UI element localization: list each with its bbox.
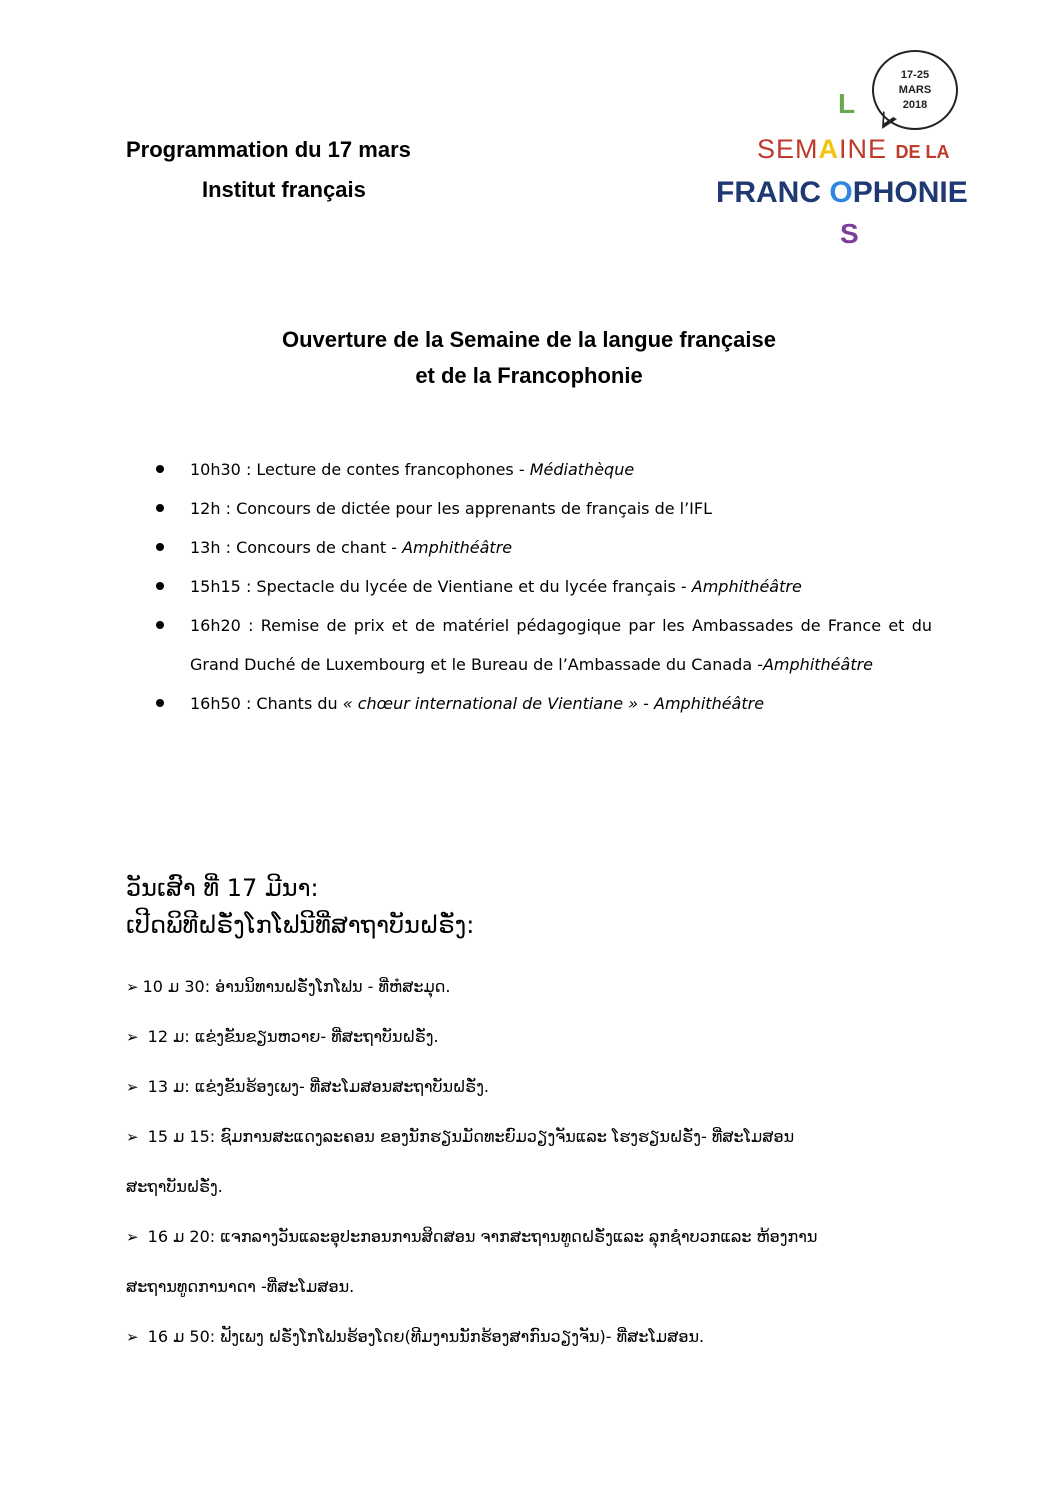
lao-program-list xyxy=(126,962,926,1362)
bullet-icon xyxy=(156,621,164,629)
dates-line-1: 17-25 xyxy=(900,68,930,81)
arrow-bullet-icon: ➢ xyxy=(126,1228,139,1246)
bullet-icon xyxy=(156,504,164,512)
semaine-francophonie-logo xyxy=(700,40,1010,270)
logo-francophonie: FRANC OPHONIE xyxy=(716,176,968,209)
logo-semaine: SEMAINE DE LA xyxy=(757,134,950,164)
page-title xyxy=(126,130,496,210)
dates-line-2: MARS xyxy=(898,83,932,96)
list-item: ➢ 16 ມ 20: ແຈກລາງວັນແລະອຸປະກອນການສິດສອນ ຈາກສະຖານທູດຝຣັ່ງແລະ ລຸກຊໍາບວກແລະ ຫ້ອງການ xyxy=(126,1212,926,1262)
arrow-bullet-icon: ➢ xyxy=(126,1128,139,1146)
logo-letter-s: S xyxy=(840,218,859,249)
list-item: ➢ 10 ມ 30: ອ່ານນິທານຝຣັ່ງໂກໂຟນ - ທີ່ຫໍສະມຸດ. xyxy=(126,962,926,1012)
list-item: 12h : Concours de dictée pour les apprenants de français de l’IFL xyxy=(150,489,932,528)
bullet-icon xyxy=(156,582,164,590)
list-item: 13h : Concours de chant - Amphithéâtre xyxy=(150,528,932,567)
bullet-icon xyxy=(156,465,164,473)
list-item: ➢ 12 ມ: ແຂ່ງຂັນຂຽນຫວາຍ- ທີ່ສະຖາບັນຝຣັ່ງ. xyxy=(126,1012,926,1062)
list-item: 16h50 : Chants du « chœur international de Vientiane » - Amphithéâtre xyxy=(150,684,932,723)
arrow-bullet-icon: ➢ xyxy=(126,1328,139,1346)
list-item: 15h15 : Spectacle du lycée de Vientiane et du lycée français - Amphithéâtre xyxy=(150,567,932,606)
program-list xyxy=(150,450,932,723)
list-item-continuation: ສະຖານທູດການາດາ -ທີ່ສະໂມສອນ. xyxy=(126,1277,355,1296)
lao-title: ວັນເສົາ ທີ່ 17 ມີນາ: ເປີດພິທີຝຣັ່ງໂກໂຟນີທີ່ສາຖາບັນຝຣັ່ງ: xyxy=(126,874,475,939)
list-item: ➢ 15 ມ 15: ຊົມການສະແດງລະຄອນ ຂອງນັກຮຽນມັດທະຍົມວຽງຈັນແລະ ໂຮງຮຽນຝຣັ່ງ- ທີ່ສະໂມສອນ xyxy=(126,1112,926,1162)
list-item-continuation: ສະຖາບັນຝຣັ່ງ. xyxy=(126,1177,223,1196)
arrow-bullet-icon: ➢ xyxy=(126,1028,139,1046)
bullet-icon xyxy=(156,543,164,551)
list-item: 16h20 : Remise de prix et de matériel pédagogique par les Ambassades de France et du Grand Duché de Luxembourg et le Bureau de l’Ambassade du Canada -Amphithéâtre xyxy=(150,606,932,684)
title-line-2: Institut français xyxy=(202,177,366,202)
list-item: ➢ 13 ມ: ແຂ່ງຂັນຮ້ອງເພງ- ທີ່ສະໂມສອນສະຖາບັນຝຣັ່ງ. xyxy=(126,1062,926,1112)
list-item: ➢ 16 ມ 50: ຟັງເພງ ຝຣັ່ງໂກໂຟນຮ້ອງໂດຍ(ທີມງານນັກຮ້ອງສາກົນວຽງຈັນ)- ທີ່ສະໂມສອນ. xyxy=(126,1312,926,1362)
title-line-1: Programmation du 17 mars xyxy=(126,137,411,162)
dates-bubble xyxy=(872,50,958,130)
section-title: Ouverture de la Semaine de la langue française et de la Francophonie xyxy=(282,327,776,388)
bullet-icon xyxy=(156,699,164,707)
logo-letter-l: L xyxy=(838,88,856,119)
list-item: 10h30 : Lecture de contes francophones - Médiathèque xyxy=(150,450,932,489)
arrow-bullet-icon: ➢ xyxy=(126,1078,139,1096)
arrow-bullet-icon: ➢ xyxy=(126,978,139,996)
dates-line-3: 2018 xyxy=(902,98,928,111)
